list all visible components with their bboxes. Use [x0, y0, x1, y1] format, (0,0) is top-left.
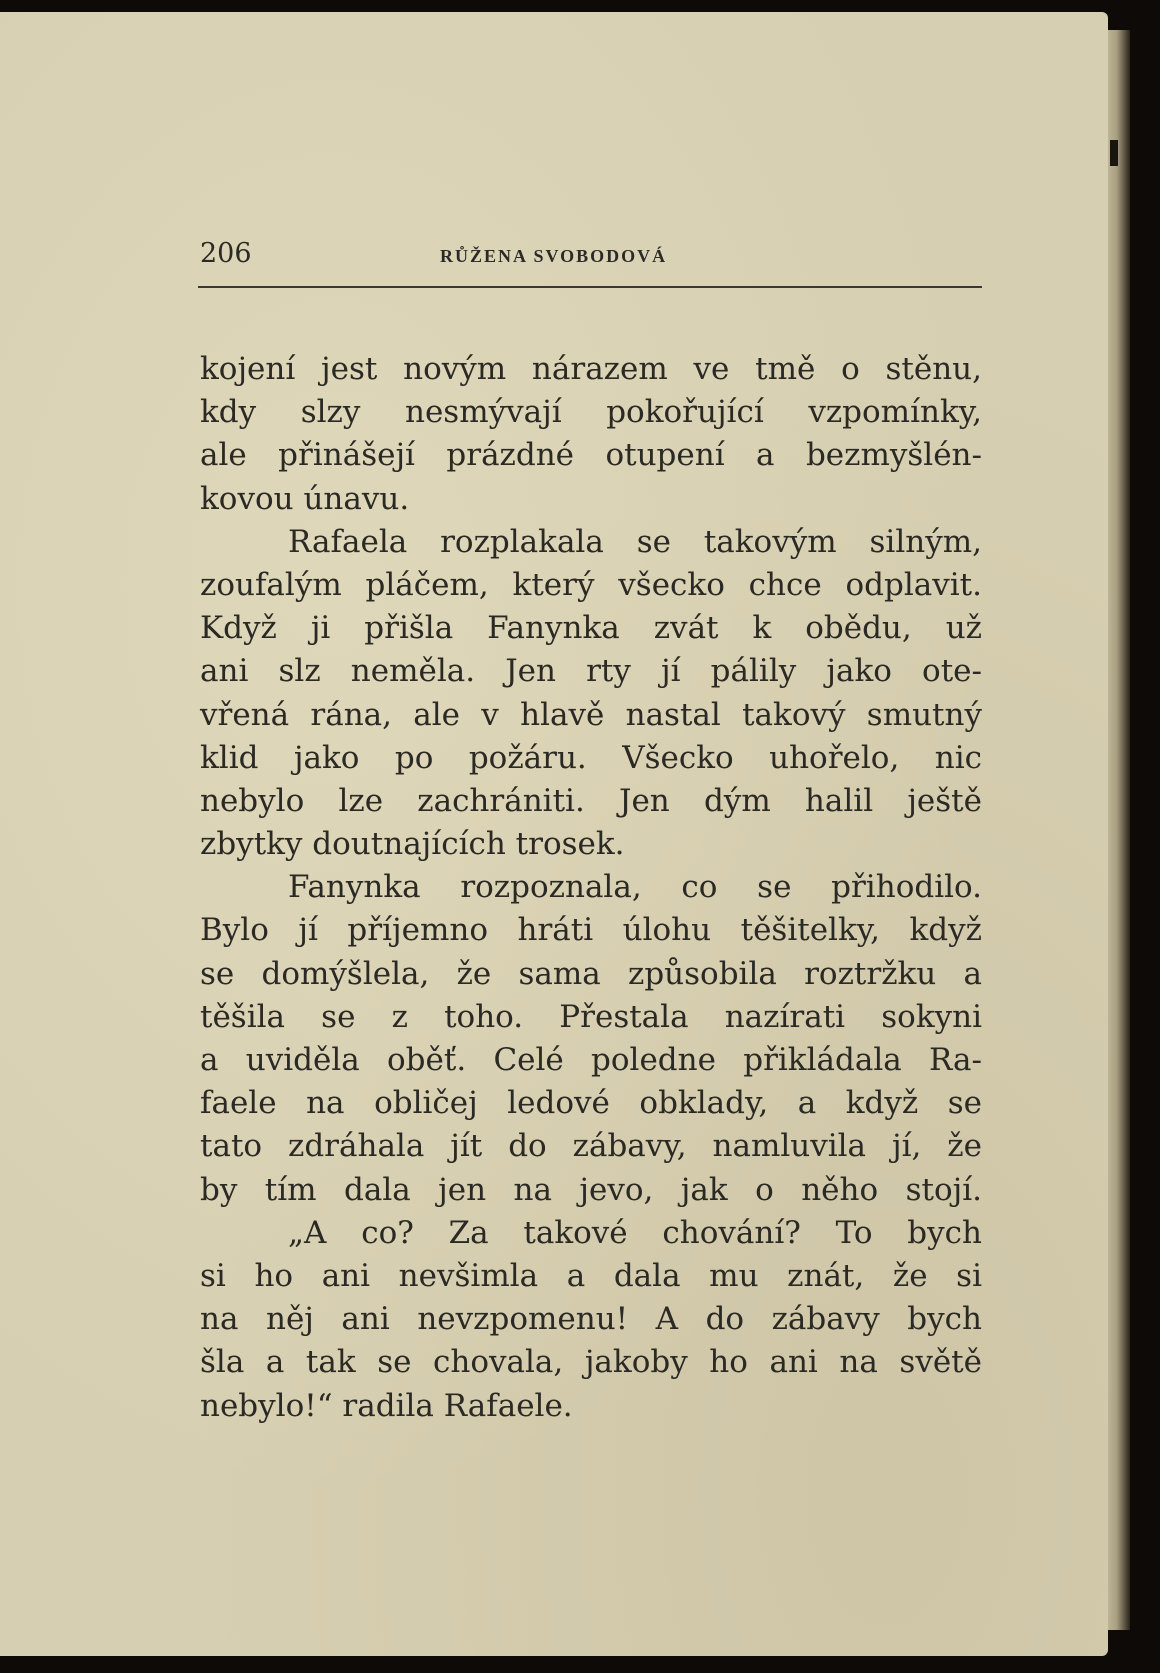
text-line: kovou únavu. [200, 480, 410, 517]
text-line: kdy slzy nesmývají pokořující vzpomínky, [200, 394, 982, 431]
page-header [200, 232, 980, 276]
text-line: na něj ani nevzpomenu! A do zábavy bych [200, 1301, 982, 1338]
text-line: zoufalým pláčem, který všecko chce odplavit. [200, 566, 982, 603]
text-line: Když ji přišla Fanynka zvát k obědu, už [200, 610, 982, 647]
text-line: kojení jest novým nárazem ve tmě o stěnu, [200, 351, 982, 387]
text-line: šla a tak se chovala, jakoby ho ani na světě [200, 1344, 982, 1381]
text-line: ale přinášejí prázdné otupení a bezmyšlén- [200, 437, 982, 474]
text-line: ani slz neměla. Jen rty jí pálily jako ote- [200, 653, 982, 690]
text-line: vřená rána, ale v hlavě nastal takový smutný [200, 696, 982, 733]
text-line: tato zdráhala jít do zábavy, namluvila jí, že [200, 1128, 982, 1165]
text-line: Rafaela rozplakala se takovým silným, [288, 523, 982, 560]
text-line: Bylo jí příjemno hráti úlohu těšitelky, když [200, 912, 982, 949]
body-text [200, 348, 982, 1428]
text-line: a uviděla oběť. Celé poledne přikládala Ra- [200, 1042, 982, 1078]
page-edge [1108, 30, 1130, 1630]
binding-mark [1110, 140, 1118, 166]
running-head: RŮŽENA SVOBODOVÁ [440, 246, 668, 266]
text-line: těšila se z toho. Přestala nazírati sokyni [200, 998, 982, 1035]
text-line: faele na obličej ledové obklady, a když se [200, 1085, 982, 1122]
text-line: nebylo!“ radila Rafaele. [200, 1387, 573, 1424]
header-rule [198, 286, 982, 288]
text-line: zbytky doutnajících trosek. [200, 826, 625, 863]
text-line: klid jako po požáru. Všecko uhořelo, nic [200, 739, 982, 776]
text-line: si ho ani nevšimla a dala mu znát, že si [200, 1257, 982, 1294]
page-number: 206 [200, 238, 252, 269]
text-line: se domýšlela, že sama způsobila roztržku a [200, 955, 982, 992]
text-line: by tím dala jen na jevo, jak o něho stojí. [200, 1171, 982, 1208]
text-line: „A co? Za takové chování? To bych [288, 1214, 982, 1251]
text-line: nebylo lze zachrániti. Jen dým halil ještě [200, 782, 982, 819]
text-line: Fanynka rozpoznala, co se přihodilo. [288, 869, 982, 906]
